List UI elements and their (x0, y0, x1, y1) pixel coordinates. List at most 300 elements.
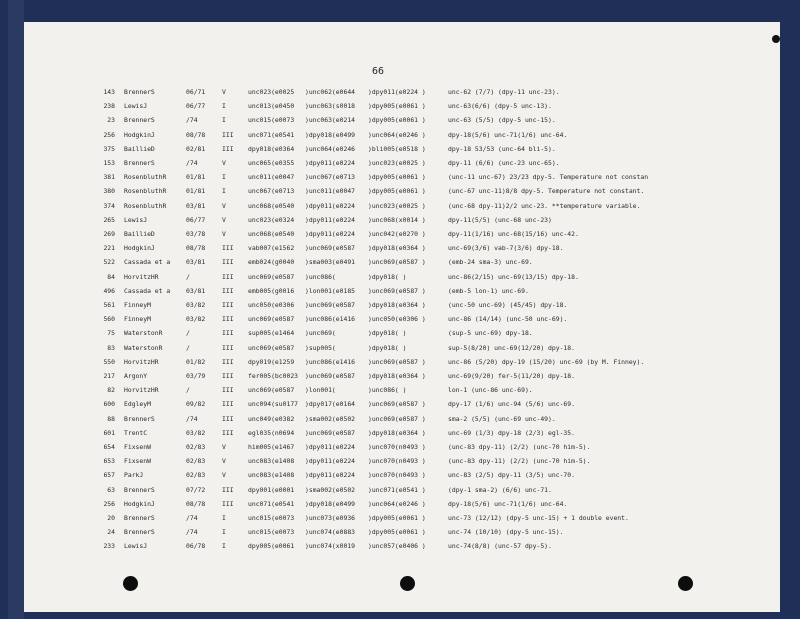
date: 03/81 (186, 286, 206, 295)
chromosome: III (222, 343, 234, 352)
date: 03/78 (186, 230, 206, 238)
result-note: dpy-18(5/6) unc-71(1/6) unc-64. (448, 499, 568, 508)
record-id: 143 (103, 88, 115, 96)
table-row (0, 471, 800, 481)
gene-middle: )dpy011(e0224 (305, 457, 356, 466)
gene-right: )unc071(e0541 ) (368, 485, 426, 494)
record-id: 83 (107, 343, 115, 352)
gene-right: )unc042(e0270 ) (368, 230, 426, 238)
author: LewisJ (124, 215, 148, 224)
gene-right: )unc069(e0587 ) (368, 400, 426, 409)
author: HorvitzHR (124, 272, 159, 281)
gene-middle: )unc069(e0587 (305, 301, 356, 309)
table-row (0, 244, 800, 254)
gene-right: )unc086( ) (368, 386, 407, 395)
result-note: dpy-18(5/6) unc-71(1/6) unc-64. (448, 130, 568, 139)
record-id: 238 (103, 102, 115, 111)
result-note: (unc-11 unc-67) 23/23 dpy-5. Temperature not constan (448, 173, 649, 182)
gene-middle: )unc073(e0936 (305, 514, 356, 522)
author: BrennerS (124, 116, 155, 125)
chromosome: V (222, 88, 226, 96)
date: 06/78 (186, 542, 206, 551)
result-note: (emb-5 lon-1) unc-69. (448, 286, 529, 295)
gene-middle: )dpy011(e0224 (305, 159, 356, 167)
result-note: unc-86 (5/20) dpy-19 (15/20) unc-69 (by M. Finney). (448, 357, 645, 366)
gene-right: )dpy005(e0061 ) (368, 102, 426, 111)
record-id: 88 (107, 414, 115, 423)
date: 03/82 (186, 315, 206, 324)
table-row (0, 88, 800, 98)
gene-middle: )unc063(s0018 (305, 102, 356, 111)
table-row (0, 386, 800, 396)
result-note: unc-69 (1/3) dpy-18 (2/3) egl-35. (448, 428, 575, 437)
gene-right: )unc070(n0493 ) (368, 457, 426, 466)
author: FinneyM (124, 315, 151, 324)
author: Cassada et a (124, 258, 171, 267)
table-row (0, 273, 800, 283)
table-row (0, 287, 800, 297)
record-id: 380 (103, 187, 115, 196)
gene-middle: )unc064(e0246 (305, 144, 356, 153)
gene-right: )unc068(x0014 ) (368, 215, 426, 224)
gene-middle: )unc074(e0883 (305, 528, 356, 537)
gene-right: )dpy011(e0224 ) (368, 88, 426, 96)
date: /74 (186, 414, 198, 423)
chromosome: III (222, 499, 234, 508)
gene-left: unc069(e0587 (248, 343, 295, 352)
result-note: unc-73 (12/12) (dpy-5 unc-15) + 1 double event. (448, 514, 629, 522)
gene-middle: )dpy011(e0224 (305, 215, 356, 224)
author: HorvitzHR (124, 357, 159, 366)
table-row (0, 486, 800, 496)
result-note: unc-83 (2/5) dpy-11 (3/5) unc-70. (448, 471, 575, 480)
date: 06/77 (186, 102, 206, 111)
record-id: 63 (107, 485, 115, 494)
gene-right: )unc069(e0587 ) (368, 357, 426, 366)
gene-right: )dpy018( ) (368, 343, 407, 352)
record-id: 256 (103, 499, 115, 508)
result-note: unc-69(9/20) fer-5(11/20) dpy-18. (448, 372, 575, 380)
table-row (0, 429, 800, 439)
author: FixsenW (124, 443, 151, 451)
result-note: dpy-17 (1/6) unc-94 (5/6) unc-69. (448, 400, 575, 409)
punch-hole-left (123, 576, 138, 591)
date: / (186, 272, 190, 281)
result-note: unc-74(8/8) (unc-57 dpy-5). (448, 542, 552, 551)
result-note: sup-5(8/20) unc-69(12/20) dpy-18. (448, 343, 575, 352)
table-row (0, 344, 800, 354)
record-id: 256 (103, 130, 115, 139)
date: / (186, 329, 190, 338)
gene-right: )dpy005(e0061 ) (368, 187, 426, 196)
record-id: 522 (103, 258, 115, 267)
record-id: 550 (103, 357, 115, 366)
gene-left: egl035(n0694 (248, 428, 295, 437)
table-row (0, 514, 800, 524)
record-id: 657 (103, 471, 115, 480)
table-row (0, 216, 800, 226)
table-row (0, 116, 800, 126)
record-id: 496 (103, 286, 115, 295)
table-row (0, 159, 800, 169)
page-number: 66 (372, 66, 385, 77)
gene-left: unc013(e0450 (248, 102, 295, 111)
gene-left: unc023(e0324 (248, 215, 295, 224)
author: BrennerS (124, 514, 155, 522)
chromosome: V (222, 443, 226, 451)
result-note: unc-74 (10/10) (dpy-5 unc-15). (448, 528, 564, 537)
date: /74 (186, 514, 198, 522)
gene-middle: )dpy011(e0224 (305, 443, 356, 451)
table-row (0, 145, 800, 155)
gene-middle: )unc069(e0587 (305, 244, 356, 253)
gene-middle: )lon001(e0185 (305, 286, 356, 295)
date: 02/83 (186, 443, 206, 451)
chromosome: I (222, 542, 226, 551)
record-id: 561 (103, 301, 115, 309)
date: 01/81 (186, 187, 206, 196)
gene-middle: )lon001( (305, 386, 336, 395)
date: 03/82 (186, 301, 206, 309)
result-note: unc-69(3/6) vab-7(3/6) dpy-18. (448, 244, 564, 253)
result-note: dpy-11 (6/6) (unc-23 unc-65). (448, 159, 560, 167)
chromosome: I (222, 173, 226, 182)
gene-middle: )dpy011(e0224 (305, 230, 356, 238)
gene-middle: )dpy018(e0499 (305, 130, 356, 139)
gene-left: dpy018(e0364 (248, 144, 295, 153)
gene-middle: )unc011(e0047 (305, 187, 356, 196)
gene-right: )unc070(n0493 ) (368, 471, 426, 480)
author: HodgkinJ (124, 499, 155, 508)
gene-right: )unc064(e0246 ) (368, 130, 426, 139)
record-id: 265 (103, 215, 115, 224)
gene-middle: )dpy011(e0224 (305, 471, 356, 480)
date: 01/81 (186, 173, 206, 182)
gene-left: unc065(e0355 (248, 159, 295, 167)
table-row (0, 102, 800, 112)
gene-right: )dpy005(e0061 ) (368, 528, 426, 537)
gene-left: unc071(e0541 (248, 499, 295, 508)
author: FixsenW (124, 457, 151, 466)
date: 03/82 (186, 428, 206, 437)
result-note: unc-86 (14/14) (unc-50 unc-69). (448, 315, 568, 324)
author: WaterstonR (124, 343, 163, 352)
chromosome: I (222, 528, 226, 537)
result-note: (unc-83 dpy-11) (2/2) (unc-70 him-5). (448, 457, 591, 466)
gene-left: unc068(e0540 (248, 201, 295, 210)
table-row (0, 329, 800, 339)
gene-right: )unc023(e0025 ) (368, 159, 426, 167)
chromosome: III (222, 244, 234, 253)
gene-left: unc069(e0587 (248, 315, 295, 324)
gene-right: )unc023(e0025 ) (368, 201, 426, 210)
gene-right: )unc050(e0306 ) (368, 315, 426, 324)
chromosome: III (222, 357, 234, 366)
chromosome: III (222, 485, 234, 494)
author: TrentC (124, 428, 148, 437)
gene-middle: )unc069(e0587 (305, 428, 356, 437)
gene-right: )dpy018(e0364 ) (368, 301, 426, 309)
gene-left: unc083(e1408 (248, 457, 295, 466)
gene-middle: )unc069(e0587 (305, 372, 356, 380)
gene-right: )dpy005(e0061 ) (368, 116, 426, 125)
gene-middle: )sup005( (305, 343, 336, 352)
gene-right: )unc057(e0406 ) (368, 542, 426, 551)
record-id: 381 (103, 173, 115, 182)
gene-middle: )unc086( (305, 272, 336, 281)
gene-left: dpy001(e0001 (248, 485, 295, 494)
record-id: 560 (103, 315, 115, 324)
result-note: (unc-68 dpy-11)2/2 unc-23. **temperature variable. (448, 201, 641, 210)
date: 03/81 (186, 201, 206, 210)
result-note: (unc-83 dpy-11) (2/2) (unc-70 him-5). (448, 443, 591, 451)
author: WaterstonR (124, 329, 163, 338)
gene-middle: )sma002(e0502 (305, 485, 356, 494)
author: BrennerS (124, 88, 155, 96)
chromosome: III (222, 414, 234, 423)
gene-left: unc071(e0541 (248, 130, 295, 139)
result-note: dpy-18 53/53 (unc-64 bli-5). (448, 144, 556, 153)
table-row (0, 187, 800, 197)
author: FinneyM (124, 301, 151, 309)
table-row (0, 443, 800, 453)
gene-left: sup005(e1464 (248, 329, 295, 338)
author: RosenbluthR (124, 187, 167, 196)
author: LewisJ (124, 542, 148, 551)
date: 08/78 (186, 130, 206, 139)
gene-left: unc069(e0587 (248, 272, 295, 281)
gene-right: )dpy018(e0364 ) (368, 372, 426, 380)
table-row (0, 315, 800, 325)
gene-middle: )unc086(e1416 (305, 357, 356, 366)
date: 06/77 (186, 215, 206, 224)
gene-left: unc068(e0540 (248, 230, 295, 238)
gene-middle: )dpy018(e0499 (305, 499, 356, 508)
gene-left: unc067(e0713 (248, 187, 295, 196)
punch-hole-right (678, 576, 693, 591)
record-id: 23 (107, 116, 115, 125)
chromosome: V (222, 201, 226, 210)
gene-middle: )unc062(e0644 (305, 88, 356, 96)
gene-right: )dpy018( ) (368, 329, 407, 338)
date: 06/71 (186, 88, 206, 96)
date: 01/82 (186, 357, 206, 366)
record-id: 374 (103, 201, 115, 210)
author: BrennerS (124, 159, 155, 167)
result-note: (emb-24 sma-3) unc-69. (448, 258, 533, 267)
result-note: unc-63 (5/5) (dpy-5 unc-15). (448, 116, 556, 125)
table-row (0, 415, 800, 425)
gene-middle: )unc074(x0019 (305, 542, 356, 551)
result-note: dpy-11(1/16) unc-68(15/16) unc-42. (448, 230, 579, 238)
record-id: 24 (107, 528, 115, 537)
gene-left: fer005(bc0023 (248, 372, 299, 380)
record-id: 653 (103, 457, 115, 466)
gene-middle: )sma002(e0502 (305, 414, 356, 423)
punch-hole-center (400, 576, 415, 591)
author: LewisJ (124, 102, 148, 111)
chromosome: V (222, 230, 226, 238)
chromosome: III (222, 144, 234, 153)
gene-right: )unc070(n0493 ) (368, 443, 426, 451)
result-note: unc-62 (7/7) (dpy-11 unc-23). (448, 88, 560, 96)
date: 02/81 (186, 144, 206, 153)
date: / (186, 386, 190, 395)
record-id: 601 (103, 428, 115, 437)
gene-left: emb024(g0040 (248, 258, 295, 267)
chromosome: V (222, 215, 226, 224)
date: 08/78 (186, 499, 206, 508)
gene-left: unc015(e0073 (248, 514, 295, 522)
chromosome: III (222, 286, 234, 295)
table-row (0, 230, 800, 240)
record-id: 84 (107, 272, 115, 281)
gene-right: )dpy005(e0061 ) (368, 173, 426, 182)
table-row (0, 372, 800, 382)
chromosome: III (222, 329, 234, 338)
gene-middle: )sma003(e0491 (305, 258, 356, 267)
table-row (0, 542, 800, 552)
date: 02/83 (186, 457, 206, 466)
author: EdgleyM (124, 400, 151, 409)
record-id: 153 (103, 159, 115, 167)
record-id: 600 (103, 400, 115, 409)
author: HodgkinJ (124, 244, 155, 253)
gene-left: unc083(e1408 (248, 471, 295, 480)
author: BrennerS (124, 528, 155, 537)
corner-mark (772, 35, 780, 43)
gene-left: him005(e1467 (248, 443, 295, 451)
gene-right: )dpy018(e0364 ) (368, 428, 426, 437)
result-note: sma-2 (5/5) (unc-69 unc-49). (448, 414, 556, 423)
table-row (0, 173, 800, 183)
record-id: 82 (107, 386, 115, 395)
chromosome: III (222, 272, 234, 281)
author: Cassada et a (124, 286, 171, 295)
chromosome: III (222, 130, 234, 139)
record-id: 75 (107, 329, 115, 338)
author: HorvitzHR (124, 386, 159, 395)
table-row (0, 528, 800, 538)
date: 03/79 (186, 372, 206, 380)
date: 03/81 (186, 258, 206, 267)
table-row (0, 500, 800, 510)
author: RosenbluthR (124, 201, 167, 210)
chromosome: V (222, 159, 226, 167)
gene-middle: )unc063(e0214 (305, 116, 356, 125)
gene-left: unc015(e0073 (248, 116, 295, 125)
gene-right: )bli005(e0518 ) (368, 144, 426, 153)
table-row (0, 258, 800, 268)
gene-left: dpy005(e0061 (248, 542, 295, 551)
author: HodgkinJ (124, 130, 155, 139)
gene-middle: )unc086(e1416 (305, 315, 356, 324)
date: /74 (186, 116, 198, 125)
result-note: (dpy-1 sma-2) (6/6) unc-71. (448, 485, 552, 494)
author: BrennerS (124, 414, 155, 423)
gene-middle: )dpy017(e0164 (305, 400, 356, 409)
gene-right: )unc069(e0587 ) (368, 414, 426, 423)
result-note: (unc-50 unc-69) (45/45) dpy-18. (448, 301, 568, 309)
gene-left: unc011(e0047 (248, 173, 295, 182)
gene-left: unc050(e0306 (248, 301, 295, 309)
chromosome: I (222, 514, 226, 522)
gene-right: )unc064(e0246 ) (368, 499, 426, 508)
date: /74 (186, 159, 198, 167)
record-id: 269 (103, 230, 115, 238)
chromosome: I (222, 116, 226, 125)
chromosome: I (222, 187, 226, 196)
record-id: 20 (107, 514, 115, 522)
author: ArgonY (124, 372, 148, 380)
result-note: unc-86(2/15) unc-69(13/15) dpy-18. (448, 272, 579, 281)
author: BrennerS (124, 485, 155, 494)
record-id: 233 (103, 542, 115, 551)
gene-right: )unc069(e0587 ) (368, 286, 426, 295)
record-id: 217 (103, 372, 115, 380)
chromosome: III (222, 400, 234, 409)
result-note: lon-1 (unc-86 unc-69). (448, 386, 533, 395)
record-id: 375 (103, 144, 115, 153)
date: 09/82 (186, 400, 206, 409)
chromosome: III (222, 301, 234, 309)
table-row (0, 301, 800, 311)
date: /74 (186, 528, 198, 537)
gene-right: )dpy018( ) (368, 272, 407, 281)
gene-left: unc049(e0382 (248, 414, 295, 423)
chromosome: V (222, 457, 226, 466)
table-row (0, 202, 800, 212)
table-row (0, 358, 800, 368)
gene-middle: )unc069( (305, 329, 336, 338)
gene-left: dpy019(e1259 (248, 357, 295, 366)
gene-middle: )unc067(e0713 (305, 173, 356, 182)
gene-right: )unc069(e0587 ) (368, 258, 426, 267)
author: BaillieD (124, 230, 155, 238)
author: ParkJ (124, 471, 144, 480)
date: 02/83 (186, 471, 206, 480)
gene-right: )dpy018(e0364 ) (368, 244, 426, 253)
gene-right: )dpy005(e0061 ) (368, 514, 426, 522)
result-note: unc-63(6/6) (dpy-5 unc-13). (448, 102, 552, 111)
chromosome: V (222, 471, 226, 480)
table-row (0, 457, 800, 467)
chromosome: III (222, 258, 234, 267)
table-row (0, 400, 800, 410)
date: 08/78 (186, 244, 206, 253)
result-note: dpy-11(5/5) (unc-68 unc-23) (448, 215, 552, 224)
date: / (186, 343, 190, 352)
chromosome: III (222, 428, 234, 437)
gene-left: vab007(e1562 (248, 244, 295, 253)
gene-left: unc069(e0587 (248, 386, 295, 395)
chromosome: III (222, 386, 234, 395)
author: RosenbluthR (124, 173, 167, 182)
gene-left: unc094(su0177 (248, 400, 299, 409)
gene-middle: )dpy011(e0224 (305, 201, 356, 210)
result-note: (sup-5 unc-69) dpy-18. (448, 329, 533, 338)
record-id: 654 (103, 443, 115, 451)
author: BaillieD (124, 144, 155, 153)
table-row (0, 131, 800, 141)
chromosome: III (222, 315, 234, 324)
date: 07/72 (186, 485, 206, 494)
gene-left: unc023(e0025 (248, 88, 295, 96)
result-note: (unc-67 unc-11)8/8 dpy-5. Temperature not constant. (448, 187, 645, 196)
gene-left: unc015(e0073 (248, 528, 295, 537)
chromosome: I (222, 102, 226, 111)
record-id: 221 (103, 244, 115, 253)
